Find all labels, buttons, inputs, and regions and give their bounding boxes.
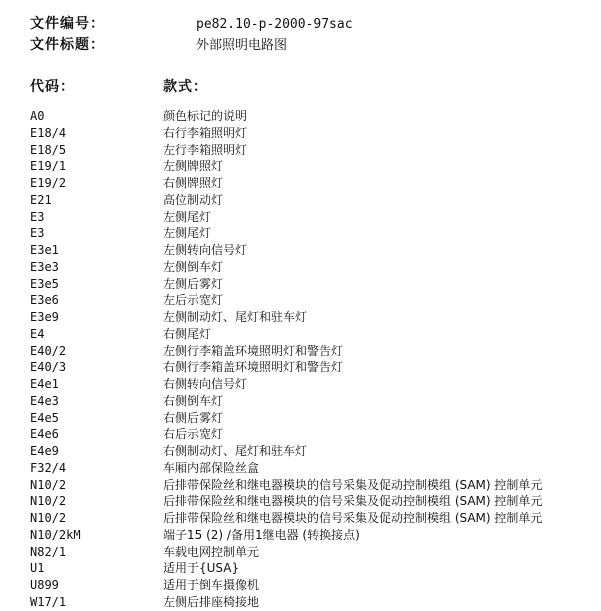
- table-row: [30, 577, 601, 594]
- component-description: 右侧尾灯: [163, 326, 212, 341]
- doc-number-label: 文件编号：: [30, 16, 105, 32]
- component-description: 右侧制动灯、尾灯和驻车灯: [163, 444, 308, 458]
- component-code: U1: [30, 561, 45, 576]
- component-code: E4e6: [30, 427, 59, 442]
- component-description: 后排带保险丝和继电器模块的信号采集及促动控制模组 (SAM) 控制单元: [163, 494, 543, 509]
- component-code: E3e5: [30, 276, 59, 291]
- table-row: [30, 309, 601, 326]
- component-description: 右侧牌照灯: [163, 176, 224, 190]
- table-row: [30, 276, 601, 293]
- component-code: F32/4: [30, 460, 67, 475]
- component-code: E21: [30, 192, 52, 207]
- table-row: [30, 426, 601, 443]
- component-description: 右侧行李箱盖环境照明灯和警告灯: [163, 360, 344, 375]
- table-row: [30, 292, 601, 309]
- table-row: [30, 544, 601, 561]
- table-row: [30, 393, 601, 410]
- component-code: E3e9: [30, 310, 59, 324]
- table-row: [30, 510, 601, 527]
- component-description: 车厢内部保险丝盒: [163, 460, 260, 475]
- component-description: 右侧转向信号灯: [163, 377, 248, 391]
- component-code: A0: [30, 109, 45, 123]
- table-row: [30, 259, 601, 276]
- table-row: [30, 477, 601, 494]
- table-header: [30, 76, 590, 98]
- component-code: N82/1: [30, 544, 67, 559]
- table-row: [30, 158, 601, 175]
- component-description: 左侧后雾灯: [163, 276, 224, 291]
- table-row: [30, 493, 601, 510]
- table-row: [30, 594, 601, 611]
- table-row: [30, 225, 601, 242]
- table-row: [30, 242, 601, 259]
- table-row: [30, 125, 601, 142]
- component-description: 左行李箱照明灯: [163, 142, 248, 157]
- doc-title-value: 外部照明电路图: [196, 38, 288, 53]
- component-description: 左侧转向信号灯: [163, 243, 248, 257]
- component-code: E3: [30, 226, 45, 241]
- component-code: N10/2kM: [30, 527, 81, 542]
- component-description: 左侧尾灯: [163, 226, 212, 241]
- component-code: E4: [30, 326, 45, 341]
- component-code: N10/2: [30, 477, 67, 492]
- table-row: [30, 376, 601, 393]
- component-description: 右侧后雾灯: [163, 410, 224, 425]
- component-code: E40/2: [30, 343, 67, 358]
- doc-number-value: pe82.10-p-2000-97sac: [196, 17, 353, 32]
- table-row: [30, 443, 601, 460]
- table-row: [30, 192, 601, 209]
- component-description: 适用于{USA}: [163, 561, 240, 576]
- component-description: 车载电网控制单元: [163, 544, 260, 559]
- table-row: [30, 359, 601, 376]
- component-code: E4e9: [30, 444, 59, 458]
- component-description: 左侧倒车灯: [163, 259, 224, 274]
- component-code: E18/4: [30, 125, 67, 140]
- component-code: E19/1: [30, 159, 67, 174]
- component-description: 高位制动灯: [163, 192, 224, 207]
- component-description: 右侧倒车灯: [163, 393, 224, 408]
- component-code: W17/1: [30, 594, 67, 609]
- component-code: N10/2: [30, 511, 67, 525]
- table-row: [30, 560, 601, 577]
- component-code: E40/3: [30, 360, 67, 375]
- component-code: E19/2: [30, 176, 67, 190]
- table-row: [30, 326, 601, 343]
- table-row: [30, 343, 601, 360]
- component-list: [30, 108, 601, 611]
- component-code: E3e6: [30, 293, 59, 308]
- component-description: 后排带保险丝和继电器模块的信号采集及促动控制模组 (SAM) 控制单元: [163, 477, 543, 492]
- table-row: [30, 209, 601, 226]
- table-row: [30, 108, 601, 125]
- component-code: N10/2: [30, 494, 67, 509]
- code-column-header: 代码：: [30, 79, 75, 95]
- component-description: 右行李箱照明灯: [163, 125, 248, 140]
- component-description: 适用于倒车摄像机: [163, 578, 260, 592]
- component-code: E3e1: [30, 243, 59, 257]
- component-description: 右后示宽灯: [163, 427, 224, 442]
- component-description: 左后示宽灯: [163, 293, 224, 308]
- component-description: 左侧制动灯、尾灯和驻车灯: [163, 310, 308, 324]
- table-row: [30, 410, 601, 427]
- doc-title-row: [30, 35, 590, 56]
- table-row: [30, 175, 601, 192]
- component-code: E4e1: [30, 377, 59, 391]
- component-description: 左侧行李箱盖环境照明灯和警告灯: [163, 343, 344, 358]
- component-code: E3: [30, 209, 45, 224]
- component-description: 左侧尾灯: [163, 209, 212, 224]
- component-code: E4e5: [30, 410, 59, 425]
- component-description: 左侧后排座椅接地: [163, 594, 260, 609]
- model-column-header: 款式：: [163, 79, 208, 95]
- table-row: [30, 142, 601, 159]
- component-code: E4e3: [30, 393, 59, 408]
- table-row: [30, 527, 601, 544]
- component-code: U899: [30, 578, 59, 592]
- doc-title-label: 文件标题：: [30, 37, 105, 53]
- table-row: [30, 460, 601, 477]
- component-code: E3e3: [30, 259, 59, 274]
- component-description: 端子15 (2) /备用1继电器 (转换接点): [163, 527, 360, 542]
- component-code: E18/5: [30, 142, 67, 157]
- component-description: 颜色标记的说明: [163, 109, 248, 123]
- component-description: 左侧牌照灯: [163, 159, 224, 174]
- document-header: [30, 14, 590, 56]
- doc-number-row: [30, 14, 590, 35]
- component-description: 后排带保险丝和继电器模块的信号采集及促动控制模组 (SAM) 控制单元: [163, 511, 543, 525]
